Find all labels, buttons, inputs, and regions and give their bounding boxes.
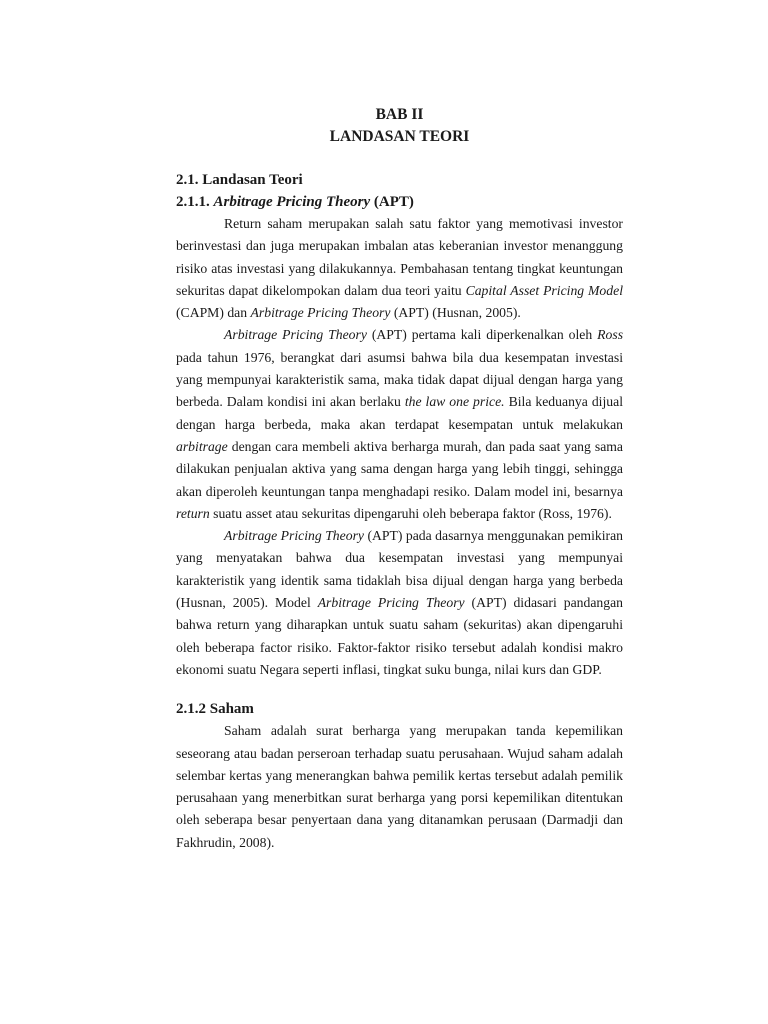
section-heading-2-1-1 bbox=[176, 191, 623, 213]
italic-term: Arbitrage Pricing Theory bbox=[224, 528, 364, 544]
italic-term: return bbox=[176, 505, 210, 521]
italic-term: Arbitrage Pricing Theory bbox=[317, 595, 465, 611]
document-page bbox=[176, 104, 623, 854]
section-2-1-1-body bbox=[176, 213, 623, 681]
italic-term: the law one price. bbox=[404, 394, 505, 410]
paragraph: Saham adalah surat berharga yang merupakan tanda kepemilikan seseorang atau badan perseroan terhadap suatu perusahaan. Wujud saham adalah selembar kertas yang menerangkan bahwa pemilik kertas tersebut adalah pemilik perusahaan yang menerbitkan surat berharga yang porsi kepemilikan ditentukan oleh seberapa besar penyertaan dana yang ditanamkan perusaan (Darmadji dan Fakhrudin, 2008). bbox=[176, 723, 623, 850]
paragraph: Arbitrage Pricing Theory (APT) pada dasarnya menggunakan pemikiran yang menyatakan bahwa dua kesempatan investasi yang mempunyai karakteristik yang identik sama tidaklah bisa dijual dengan harga yang berbeda (Husnan, 2005). Model Arbitrage Pricing Theory (APT) didasari pandangan bahwa return yang diharapkan untuk suatu saham (sekuritas) akan dipengaruhi oleh beberapa factor risiko. Faktor-faktor risiko tersebut adalah kondisi makro ekonomi suatu Negara seperti inflasi, tingkat suku bunga, nilai kurs dan GDP. bbox=[176, 528, 624, 677]
paragraph: Arbitrage Pricing Theory (APT) pertama kali diperkenalkan oleh Ross pada tahun 1976, berangkat dari asumsi bahwa bila dua kesempatan investasi yang mempunyai karakteristik sama, maka tidak dapat dijual dengan harga yang berbeda. Dalam kondisi ini akan berlaku the law one price. Bila keduanya dijual dengan harga berbeda, maka akan terdapat kesempatan untuk melakukan arbitrage dengan cara membeli aktiva berharga murah, dan pada saat yang sama dilakukan penjualan aktiva yang sama dengan harga yang lebih tinggi, sehingga akan diperoleh keuntungan tanpa menghadapi resiko. Dalam model ini, besarnya return suatu asset atau sekuritas dipengaruhi oleh beberapa faktor (Ross, 1976). bbox=[176, 327, 624, 521]
heading-italic-title: Arbitrage Pricing Theory bbox=[213, 194, 371, 210]
italic-term: Ross bbox=[597, 327, 624, 343]
section-heading-2-1: 2.1. Landasan Teori bbox=[176, 172, 303, 188]
chapter-title: LANDASAN TEORI bbox=[329, 128, 470, 145]
section-2-1-2-body bbox=[176, 720, 623, 854]
italic-term: Capital Asset Pricing Model bbox=[465, 282, 623, 298]
chapter-number: BAB II bbox=[375, 106, 424, 123]
italic-term: Arbitrage Pricing Theory bbox=[224, 327, 367, 343]
italic-term: Arbitrage Pricing Theory bbox=[250, 305, 391, 321]
heading-suffix: (APT) bbox=[373, 194, 414, 210]
paragraph: Return saham merupakan salah satu faktor yang memotivasi investor berinvestasi dan juga merupakan imbalan atas keberanian investor menanggung risiko atas investasi yang dilakukannya. Pembahasan tentang tingkat keuntungan sekuritas dapat dikelompokan dalam dua teori yaitu Capital Asset Pricing Model (CAPM) dan Arbitrage Pricing Theory (APT) (Husnan, 2005). bbox=[176, 216, 623, 321]
heading-number: 2.1.1. bbox=[176, 194, 210, 210]
section-heading-2-1-2: 2.1.2 Saham bbox=[176, 701, 254, 718]
section-spacer bbox=[176, 681, 623, 698]
italic-term: arbitrage bbox=[176, 438, 228, 454]
